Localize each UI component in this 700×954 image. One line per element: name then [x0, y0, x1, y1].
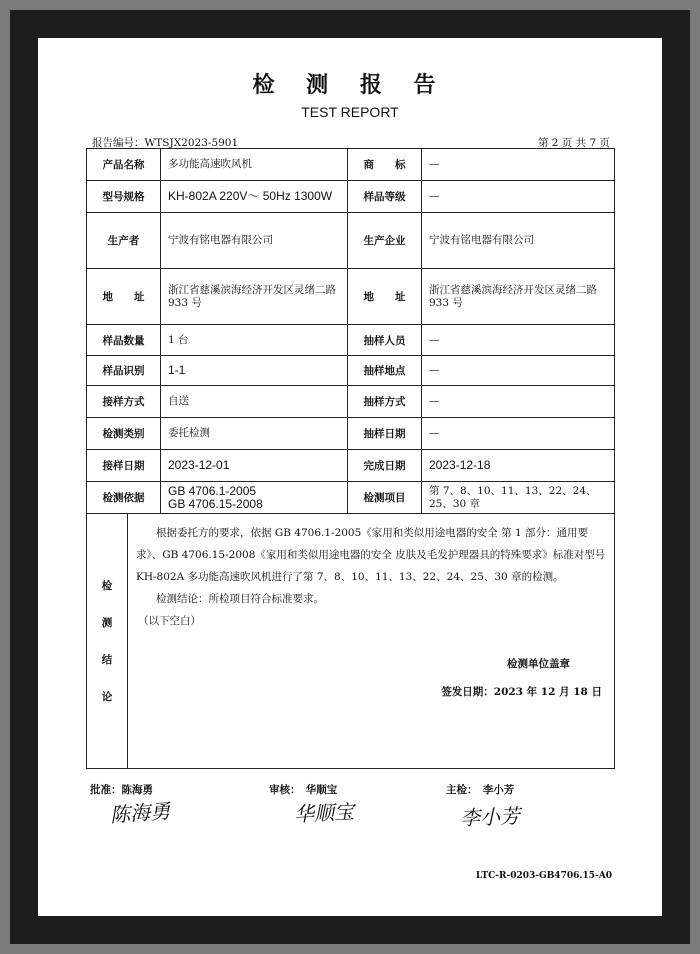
address-label: 地 址	[87, 269, 161, 325]
basis-value	[161, 482, 348, 514]
blank-note: （以下空白）	[138, 615, 201, 627]
report-title: 检 测 报 告	[252, 72, 448, 98]
table-row	[87, 181, 615, 213]
reviewer-signature: 华顺宝	[293, 799, 355, 827]
conclusion-label-char: 论	[101, 691, 113, 703]
product-name-label: 产品名称	[87, 149, 161, 181]
manufacturer-value: 宁波有铭电器有限公司	[422, 213, 615, 269]
sample-date-value: —	[422, 418, 615, 450]
sample-place-label: 抽样地点	[348, 356, 422, 386]
trademark-value: —	[422, 149, 615, 181]
producer-label: 生产者	[87, 213, 161, 269]
test-type-label: 检测类别	[87, 418, 161, 450]
approver-label: 批准：陈海勇	[90, 784, 153, 796]
report-number: 报告编号：WTSJX2023-5901	[92, 137, 239, 149]
receive-method-value: 自送	[161, 386, 348, 418]
table-row	[87, 418, 615, 450]
grade-label: 样品等级	[348, 181, 422, 213]
conclusion-label-char: 检	[101, 580, 113, 592]
receive-date-label: 接样日期	[87, 450, 161, 482]
model-value: KH-802A 220V～ 50Hz 1300W	[161, 181, 348, 213]
basis-label: 检测依据	[87, 482, 161, 514]
items-label: 检测项目	[348, 482, 422, 514]
sample-place-value: —	[422, 356, 615, 386]
sample-method-label: 抽样方式	[348, 386, 422, 418]
document-code: LTC-R-0203-GB4706.15-A0	[475, 871, 612, 881]
table-row	[87, 356, 615, 386]
finish-date-value: 2023-12-18	[422, 450, 615, 482]
conclusion-label	[87, 514, 128, 768]
table-row	[87, 482, 615, 514]
sample-id-label: 样品识别	[87, 356, 161, 386]
sample-id-value: 1-1	[161, 356, 348, 386]
table-row	[87, 213, 615, 269]
grade-value: —	[422, 181, 615, 213]
receive-date-value: 2023-12-01	[161, 450, 348, 482]
conclusion-row	[87, 514, 615, 769]
approver-signature: 陈海勇	[109, 798, 171, 828]
sample-method-value: —	[422, 386, 615, 418]
report-table	[86, 148, 615, 769]
table-row	[87, 149, 615, 181]
report-subtitle: TEST REPORT	[301, 104, 399, 120]
table-row	[87, 269, 615, 325]
page-info: 第 2 页 共 7 页	[537, 137, 610, 149]
reviewer-label: 审核： 华顺宝	[269, 784, 338, 796]
address-value: 浙江省慈溪滨海经济开发区灵绪二路 933 号	[161, 269, 348, 325]
producer-value: 宁波有铭电器有限公司	[161, 213, 348, 269]
table-row	[87, 325, 615, 356]
conclusion-result: 检测结论：所检项目符合标准要求。	[156, 593, 324, 605]
conclusion-body	[128, 514, 614, 768]
conclusion-label-char: 测	[101, 617, 113, 629]
address2-label: 地 址	[348, 269, 422, 325]
sample-date-label: 抽样日期	[348, 418, 422, 450]
conclusion-label-char: 结	[101, 654, 113, 666]
basis-standard-2: GB 4706.15-2008	[168, 496, 263, 511]
issue-date: 签发日期：2023 年 12 月 18 日	[441, 686, 602, 698]
receive-method-label: 接样方式	[87, 386, 161, 418]
items-value: 第 7、8、10、11、13、22、24、25、30 章	[422, 482, 615, 514]
qty-value: 1 台	[161, 325, 348, 356]
address2-value: 浙江省慈溪滨海经济开发区灵绪二路 933 号	[422, 269, 615, 325]
sampler-value: —	[422, 325, 615, 356]
basis-standard-1: GB 4706.1-2005	[168, 483, 257, 498]
model-label: 型号规格	[87, 181, 161, 213]
finish-date-label: 完成日期	[348, 450, 422, 482]
inspector-signature: 李小芳	[459, 803, 521, 831]
seal-label: 检测单位盖章	[507, 658, 570, 670]
table-row	[87, 386, 615, 418]
test-type-value: 委托检测	[161, 418, 348, 450]
sampler-label: 抽样人员	[348, 325, 422, 356]
product-name-value: 多功能高速吹风机	[161, 149, 348, 181]
trademark-label: 商 标	[348, 149, 422, 181]
qty-label: 样品数量	[87, 325, 161, 356]
inspector-label: 主检： 李小芳	[446, 784, 515, 796]
manufacturer-label: 生产企业	[348, 213, 422, 269]
table-row	[87, 450, 615, 482]
conclusion-text: 根据委托方的要求，依据 GB 4706.1-2005《家用和类似用途电器的安全 第 1 部分：通用要求》、GB 4706.15-2008《家用和类似用途电器的安全 皮肤及毛发护理器具的特殊要求》标准对型号 KH-802A 多功能高速吹风机进行了第 7、8、10、11、13、22、24、25、30 章的检测。	[136, 527, 606, 583]
